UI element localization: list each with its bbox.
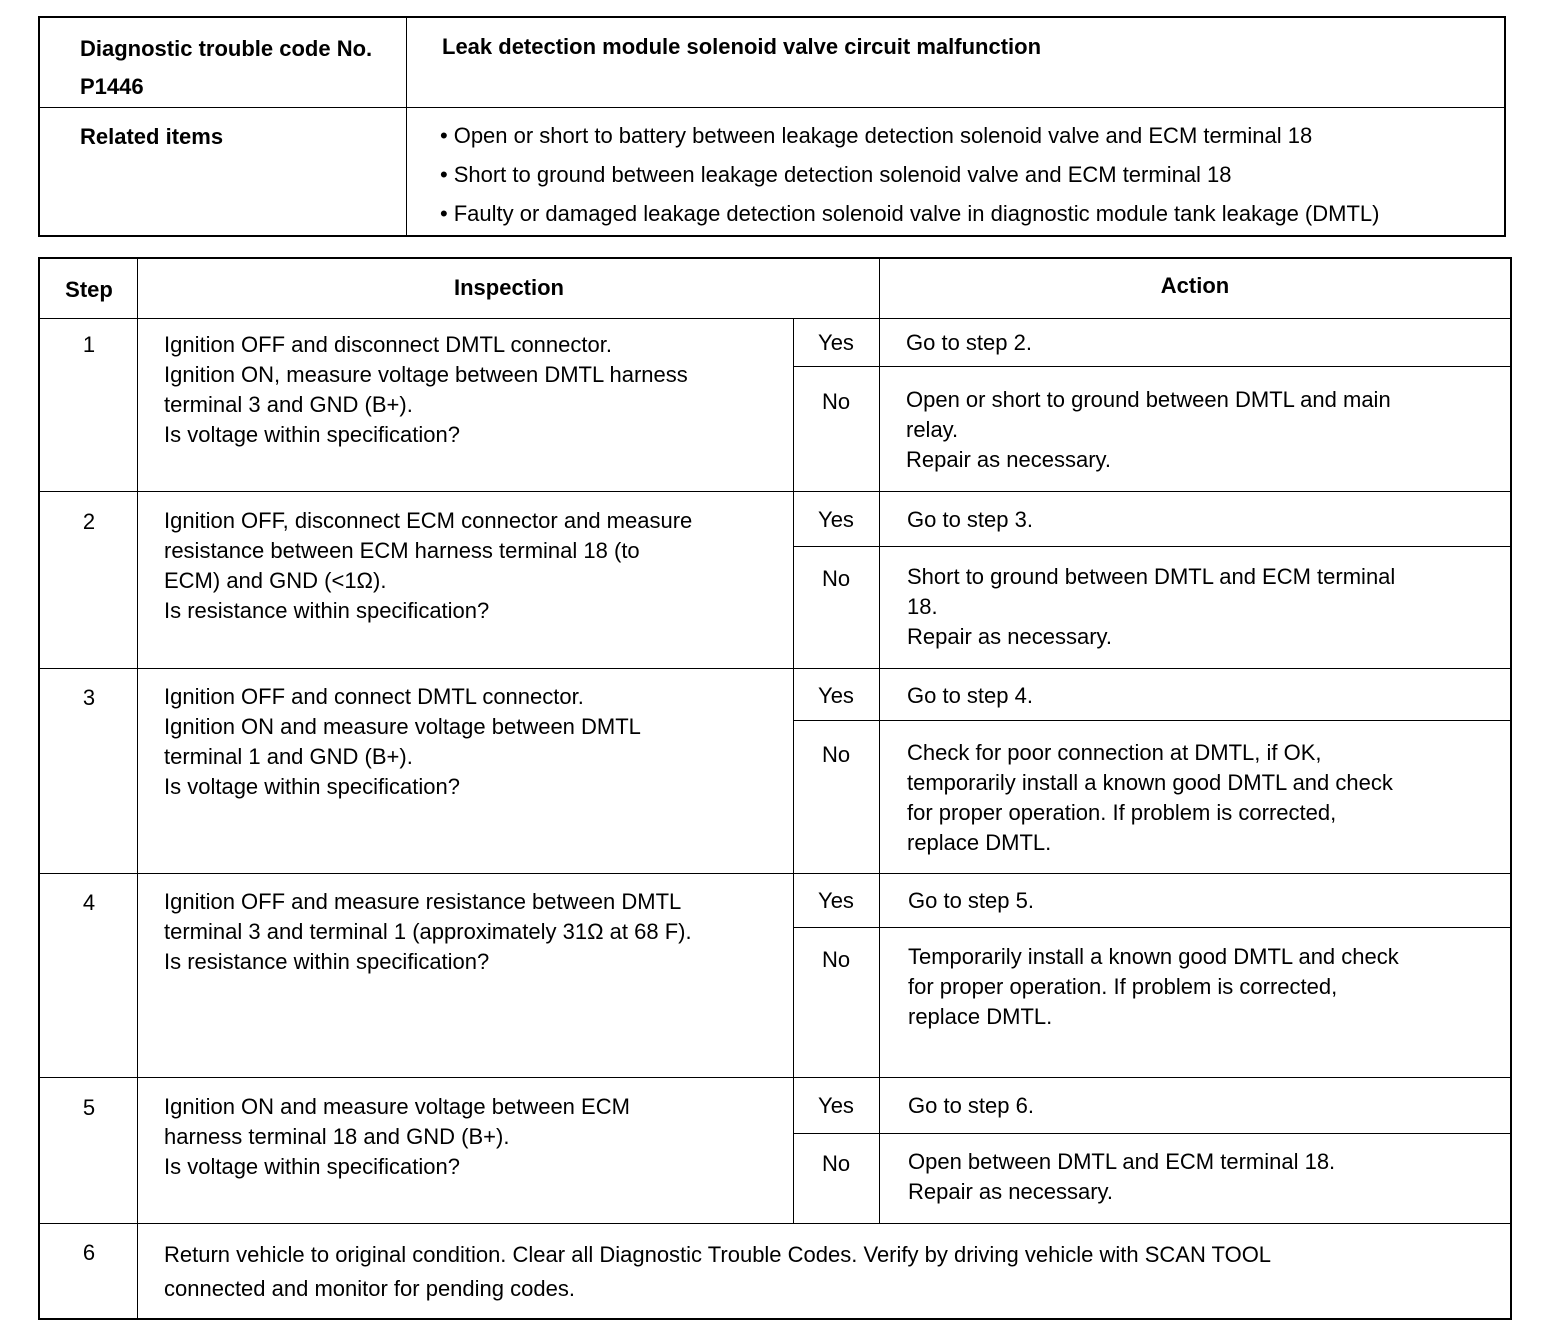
step-number: 6 bbox=[82, 1240, 96, 1265]
action-yes-text: Go to step 5. bbox=[908, 888, 1034, 913]
yes-no-divider bbox=[793, 720, 1510, 721]
action-yes-text: Go to step 6. bbox=[908, 1093, 1034, 1118]
yes-label: Yes bbox=[818, 1093, 854, 1118]
column-header-action: Action bbox=[1160, 273, 1230, 298]
action-column-divider bbox=[879, 259, 880, 1223]
yes-no-divider bbox=[793, 927, 1510, 928]
step-column-divider bbox=[137, 259, 138, 1318]
inspection-text: Ignition OFF and disconnect DMTL connector. Ignition ON, measure voltage between DMTL harness terminal 3 and GND (B+). Is voltage within specification? bbox=[164, 332, 688, 447]
yes-no-divider bbox=[793, 366, 1510, 367]
related-item: • Faulty or damaged leakage detection solenoid valve in diagnostic module tank leakage (DMTL) bbox=[440, 194, 1379, 233]
yes-label: Yes bbox=[818, 683, 854, 708]
header-divider-horizontal bbox=[40, 107, 1504, 108]
final-step-text: Return vehicle to original condition. Clear all Diagnostic Trouble Codes. Verify by driving vehicle with SCAN TOOL connected and monitor for pending codes. bbox=[164, 1242, 1272, 1301]
step-number: 3 bbox=[82, 685, 96, 710]
row-divider bbox=[40, 668, 1510, 669]
header-row-divider bbox=[40, 318, 1510, 319]
action-no-text: Open or short to ground between DMTL and main relay. Repair as necessary. bbox=[906, 387, 1391, 472]
step-number: 2 bbox=[82, 509, 96, 534]
action-no-text: Open between DMTL and ECM terminal 18. Repair as necessary. bbox=[908, 1149, 1336, 1204]
step-number: 1 bbox=[82, 332, 96, 357]
step-number: 4 bbox=[82, 890, 96, 915]
diagnostic-steps-table bbox=[38, 257, 1512, 1320]
action-yes-text: Go to step 2. bbox=[906, 330, 1032, 355]
row-divider bbox=[40, 491, 1510, 492]
inspection-text: Ignition OFF and connect DMTL connector. Ignition ON and measure voltage between DMTL terminal 1 and GND (B+). Is voltage within specification? bbox=[164, 684, 641, 799]
no-label: No bbox=[821, 389, 851, 414]
row-divider bbox=[40, 1223, 1510, 1224]
row-divider bbox=[40, 873, 1510, 874]
action-no-text: Check for poor connection at DMTL, if OK, temporarily install a known good DMTL and check for proper operation. If problem is corrected, replace DMTL. bbox=[907, 740, 1393, 855]
row-divider bbox=[40, 1077, 1510, 1078]
yes-no-divider bbox=[793, 546, 1510, 547]
related-items-list bbox=[440, 116, 1379, 233]
step-number: 5 bbox=[82, 1095, 96, 1120]
action-yes-text: Go to step 4. bbox=[907, 683, 1033, 708]
no-label: No bbox=[821, 566, 851, 591]
yes-label: Yes bbox=[818, 888, 854, 913]
action-yes-text: Go to step 3. bbox=[907, 507, 1033, 532]
inspection-text: Ignition OFF and measure resistance between DMTL terminal 3 and terminal 1 (approximately 31Ω at 68 F). Is resistance within specification? bbox=[164, 889, 692, 974]
yes-no-divider bbox=[793, 1133, 1510, 1134]
related-item: • Short to ground between leakage detection solenoid valve and ECM terminal 18 bbox=[440, 155, 1379, 194]
column-header-inspection: Inspection bbox=[453, 275, 564, 300]
header-divider-vertical bbox=[406, 18, 407, 235]
no-label: No bbox=[821, 947, 851, 972]
no-label: No bbox=[821, 742, 851, 767]
related-items-label: Related items bbox=[80, 124, 224, 149]
yes-no-column-divider bbox=[793, 318, 794, 1223]
dtc-title: Leak detection module solenoid valve circuit malfunction bbox=[442, 34, 1042, 59]
dtc-header-table bbox=[38, 16, 1506, 237]
yes-label: Yes bbox=[818, 330, 854, 355]
inspection-text: Ignition ON and measure voltage between ECM harness terminal 18 and GND (B+). Is voltage within specification? bbox=[164, 1094, 630, 1179]
action-no-text: Temporarily install a known good DMTL and check for proper operation. If problem is corrected, replace DMTL. bbox=[908, 944, 1399, 1029]
dtc-code-label: Diagnostic trouble code No. P1446 bbox=[80, 36, 373, 99]
related-item: • Open or short to battery between leakage detection solenoid valve and ECM terminal 18 bbox=[440, 116, 1379, 155]
inspection-text: Ignition OFF, disconnect ECM connector and measure resistance between ECM harness terminal 18 (to ECM) and GND (<1Ω). Is resistance within specification? bbox=[164, 508, 693, 623]
action-no-text: Short to ground between DMTL and ECM terminal 18. Repair as necessary. bbox=[907, 564, 1396, 649]
yes-label: Yes bbox=[818, 507, 854, 532]
column-header-step: Step bbox=[65, 277, 113, 302]
no-label: No bbox=[821, 1151, 851, 1176]
